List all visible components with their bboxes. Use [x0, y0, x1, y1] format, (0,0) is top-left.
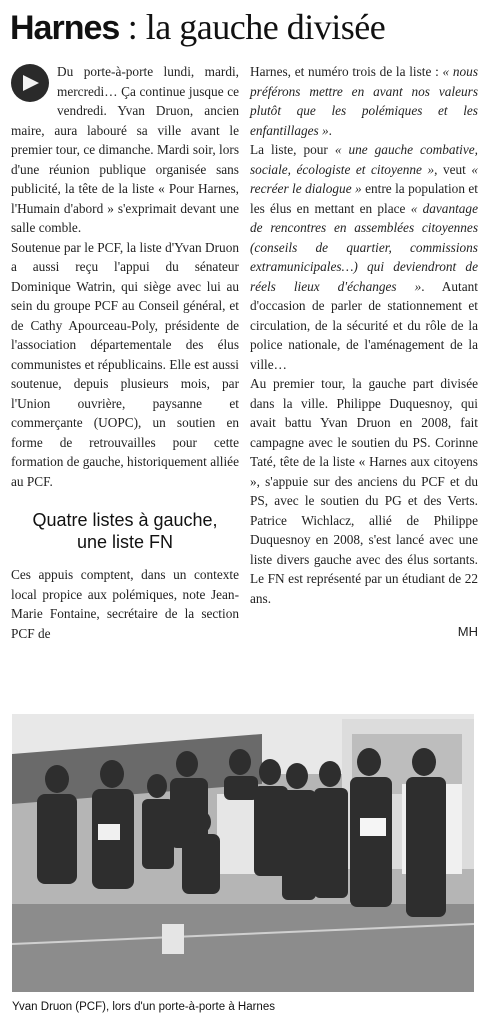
text-run: La liste, pour: [250, 142, 335, 157]
photo-caption: Yvan Druon (PCF), lors d'un porte-à-porte à Harnes: [12, 1001, 275, 1013]
paragraph-premier-tour: Au premier tour, la gauche part divisée dans la ville. Philippe Duquesnoy, qui avait battu Yvan Druon en 2008, fait campagne avec le soutien du PS. Corinne Taté, tête de la liste « Harnes aux citoyens », s'appuie sur des anciens du PCF et du PS, avec le soutien du PG et des Verts. Patrice Wichlacz, allié de Philippe Duquesnoy en 2008, s'est lancé avec une liste divers gauche avec des élus sortants. Le FN est représenté par un étudiant de 22 ans.: [250, 376, 478, 606]
group-photo-icon: [12, 714, 474, 992]
quote-run: « recréer le dialogue »: [250, 161, 478, 196]
headline-title: la gauche divisée: [145, 7, 386, 47]
paragraph-appuis: Ces appuis comptent, dans un contexte local propice aux polémiques, note Jean-Marie Fontaine, secrétaire de la section PCF de: [11, 567, 239, 641]
text-run: .: [328, 122, 332, 138]
headline-kicker: Harnes: [10, 9, 120, 47]
quote-run: « nous préférons mettre en avant nos valeurs plutôt que les polémiques et les enfantillages »: [250, 64, 478, 138]
text-run: Harnes, et numéro trois de la liste :: [250, 64, 443, 79]
quote-run: « une gauche combative, sociale, écologiste et citoyenne »: [250, 142, 479, 177]
paragraph-support: Soutenue par le PCF, la liste d'Yvan Druon a aussi reçu l'appui du sénateur Dominique Watrin, qui siège avec lui au sein du groupe PCF au Conseil général, et de Cathy Apourceau-Poly, présidente de l'association départementale des élus communistes et républicains. Elle est aussi soutenue, depuis plusieurs mois, par l'Union ouvrière, paysanne et commerçante (UOPC), un soutien en forme de retrouvailles pour cette formation de gauche, historiquement alliée au PCF.: [11, 239, 239, 489]
text-run: entre la population et les élus en mettant en place: [250, 181, 478, 216]
subheading-line-2: une liste FN: [76, 532, 174, 552]
article-right-column: [250, 62, 478, 642]
quote-run: « davantage de rencontres en assemblées citoyennes (conseils de quartier, commissions extramunicipales…) qui deviendront de réels lieux d'échanges »: [250, 200, 478, 294]
text-run: . Autant d'occasion de parler de stationnement et circulation, de la sécurité et du rôle de la police nationale, de l'aménagement de la ville…: [250, 278, 478, 372]
author-signature: MH: [457, 624, 478, 639]
paragraph-continuation: [250, 62, 478, 140]
section-subheading: [11, 509, 239, 553]
article-left-column: [11, 62, 239, 643]
paragraph-intro: Du porte-à-porte lundi, mardi, mercredi… Ça continue jusque ce vendredi. Yvan Druon, ancien maire, aura labouré sa ville avant le premier tour, ce dimanche. Mardi soir, lors d'une réunion publique organisée sans publicité, la tête de la liste « Pour Harnes, l'Humain d'abord » s'exprimait devant une salle comble.: [11, 64, 239, 235]
article-photo: [12, 714, 474, 992]
article-headline: [10, 4, 480, 50]
paragraph-liste: [250, 140, 478, 374]
text-run: , veut: [434, 161, 472, 177]
arrow-right-icon: [11, 64, 49, 102]
subheading-line-1: Quatre listes à gauche,: [32, 510, 218, 530]
headline-separator: :: [119, 7, 146, 47]
